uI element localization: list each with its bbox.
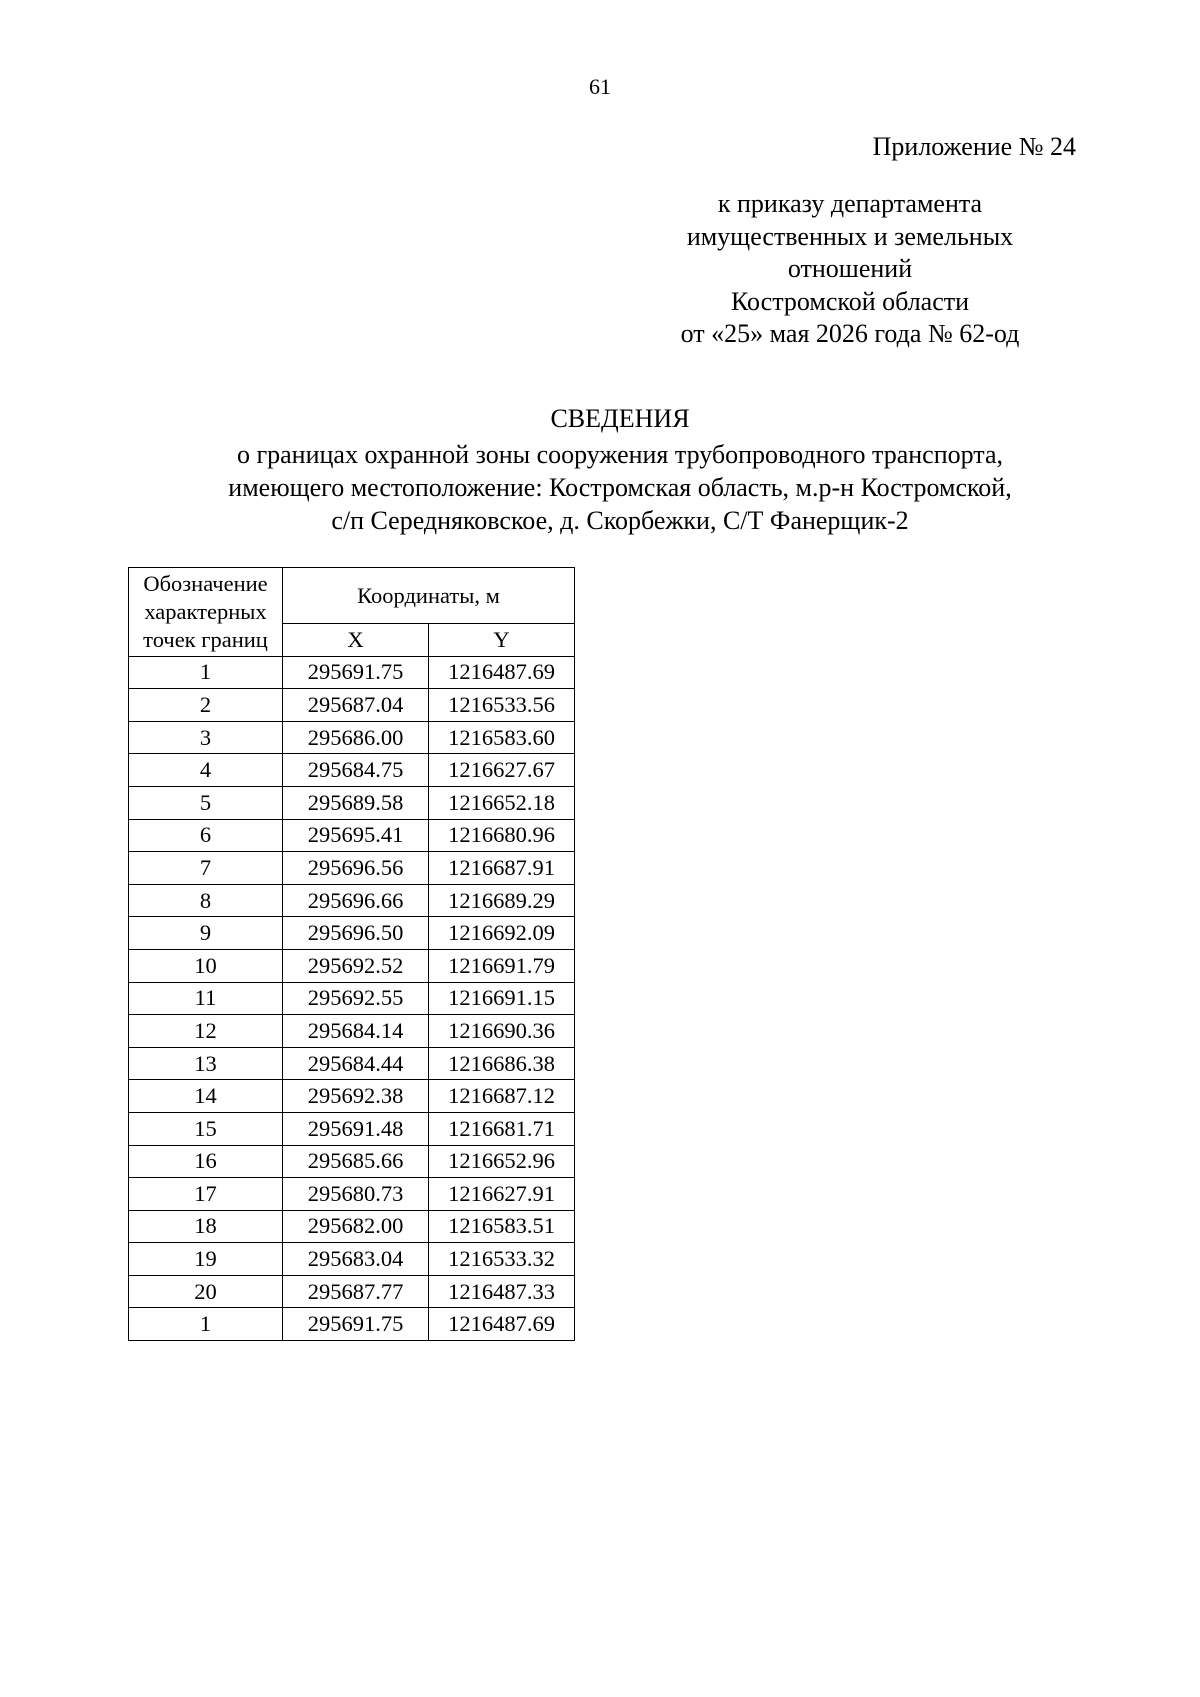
point-cell: 10 <box>129 949 283 982</box>
point-cell: 3 <box>129 721 283 754</box>
point-cell: 19 <box>129 1243 283 1276</box>
x-cell: 295692.52 <box>283 949 429 982</box>
point-cell: 17 <box>129 1178 283 1211</box>
table-row <box>129 1308 575 1341</box>
table-row <box>129 982 575 1015</box>
header-point-line: точек границ <box>143 626 268 652</box>
table-row <box>129 917 575 950</box>
document-title: СВЕДЕНИЯ <box>550 404 690 433</box>
point-cell: 12 <box>129 1015 283 1048</box>
header-point-line: Обозначение <box>143 570 268 596</box>
y-cell: 1216686.38 <box>429 1047 575 1080</box>
y-cell: 1216487.69 <box>429 1308 575 1341</box>
point-cell: 20 <box>129 1275 283 1308</box>
table-row <box>129 656 575 689</box>
x-cell: 295691.75 <box>283 656 429 689</box>
point-cell: 18 <box>129 1210 283 1243</box>
table-row <box>129 1145 575 1178</box>
point-cell: 4 <box>129 754 283 787</box>
table-row <box>129 786 575 819</box>
x-cell: 295687.77 <box>283 1275 429 1308</box>
appendix-title: Приложение № 24 <box>872 132 1076 161</box>
x-cell: 295685.66 <box>283 1145 429 1178</box>
point-cell: 1 <box>129 656 283 689</box>
coordinates-table <box>128 567 575 1341</box>
y-cell: 1216627.91 <box>429 1178 575 1211</box>
table-row <box>129 819 575 852</box>
order-line: отношений <box>787 254 913 283</box>
table-row <box>129 1275 575 1308</box>
table-row <box>129 1178 575 1211</box>
point-cell: 6 <box>129 819 283 852</box>
table-row <box>129 721 575 754</box>
point-cell: 7 <box>129 852 283 885</box>
table-row <box>129 689 575 722</box>
point-cell: 16 <box>129 1145 283 1178</box>
point-cell: 14 <box>129 1080 283 1113</box>
page-number: 61 <box>589 74 611 99</box>
header-point-line: характерных <box>144 598 267 624</box>
y-cell: 1216627.67 <box>429 754 575 787</box>
x-cell: 295683.04 <box>283 1243 429 1276</box>
coordinates-body <box>129 656 575 1340</box>
x-cell: 295696.50 <box>283 917 429 950</box>
x-cell: 295680.73 <box>283 1178 429 1211</box>
y-cell: 1216652.18 <box>429 786 575 819</box>
table-row <box>129 1047 575 1080</box>
table-row <box>129 949 575 982</box>
table-row <box>129 1112 575 1145</box>
y-cell: 1216689.29 <box>429 884 575 917</box>
y-cell: 1216652.96 <box>429 1145 575 1178</box>
y-cell: 1216691.15 <box>429 982 575 1015</box>
y-cell: 1216692.09 <box>429 917 575 950</box>
header-coordinates: Координаты, м <box>283 568 575 624</box>
table-row <box>129 754 575 787</box>
point-cell: 13 <box>129 1047 283 1080</box>
y-cell: 1216583.60 <box>429 721 575 754</box>
x-cell: 295692.38 <box>283 1080 429 1113</box>
header-y: Y <box>429 624 575 657</box>
point-cell: 2 <box>129 689 283 722</box>
subtitle-line: с/п Середняковское, д. Скорбежки, С/Т Фанерщик-2 <box>331 506 909 535</box>
y-cell: 1216687.12 <box>429 1080 575 1113</box>
point-cell: 11 <box>129 982 283 1015</box>
x-cell: 295692.55 <box>283 982 429 1015</box>
y-cell: 1216533.32 <box>429 1243 575 1276</box>
order-line: Костромской области <box>730 286 970 316</box>
table-row <box>129 1080 575 1113</box>
x-cell: 295689.58 <box>283 786 429 819</box>
document-subtitle <box>0 438 1200 537</box>
x-cell: 295695.41 <box>283 819 429 852</box>
x-cell: 295686.00 <box>283 721 429 754</box>
order-line: к приказу департамента <box>717 189 983 218</box>
x-cell: 295696.56 <box>283 852 429 885</box>
x-cell: 295696.66 <box>283 884 429 917</box>
x-cell: 295684.14 <box>283 1015 429 1048</box>
subtitle-line: имеющего местоположение: Костромская область, м.р-н Костромской, <box>228 473 1012 502</box>
header-point-designation <box>129 568 283 657</box>
y-cell: 1216487.33 <box>429 1275 575 1308</box>
y-cell: 1216533.56 <box>429 689 575 722</box>
x-cell: 295682.00 <box>283 1210 429 1243</box>
y-cell: 1216690.36 <box>429 1015 575 1048</box>
x-cell: 295687.04 <box>283 689 429 722</box>
subtitle-line: о границах охранной зоны сооружения трубопроводного транспорта, <box>236 440 1004 469</box>
table-row <box>129 1210 575 1243</box>
header-x: X <box>283 624 429 657</box>
table-row <box>129 852 575 885</box>
point-cell: 8 <box>129 884 283 917</box>
y-cell: 1216487.69 <box>429 656 575 689</box>
table-row <box>129 884 575 917</box>
point-cell: 5 <box>129 786 283 819</box>
x-cell: 295684.44 <box>283 1047 429 1080</box>
table-row <box>129 1015 575 1048</box>
y-cell: 1216687.91 <box>429 852 575 885</box>
y-cell: 1216680.96 <box>429 819 575 852</box>
x-cell: 295691.48 <box>283 1112 429 1145</box>
order-line: имущественных и земельных <box>686 221 1014 251</box>
y-cell: 1216681.71 <box>429 1112 575 1145</box>
x-cell: 295691.75 <box>283 1308 429 1341</box>
order-line: от «25» мая 2026 года № 62-од <box>680 319 1020 348</box>
y-cell: 1216583.51 <box>429 1210 575 1243</box>
table-row <box>129 1243 575 1276</box>
point-cell: 9 <box>129 917 283 950</box>
point-cell: 1 <box>129 1308 283 1341</box>
point-cell: 15 <box>129 1112 283 1145</box>
order-reference <box>640 188 1060 351</box>
x-cell: 295684.75 <box>283 754 429 787</box>
y-cell: 1216691.79 <box>429 949 575 982</box>
